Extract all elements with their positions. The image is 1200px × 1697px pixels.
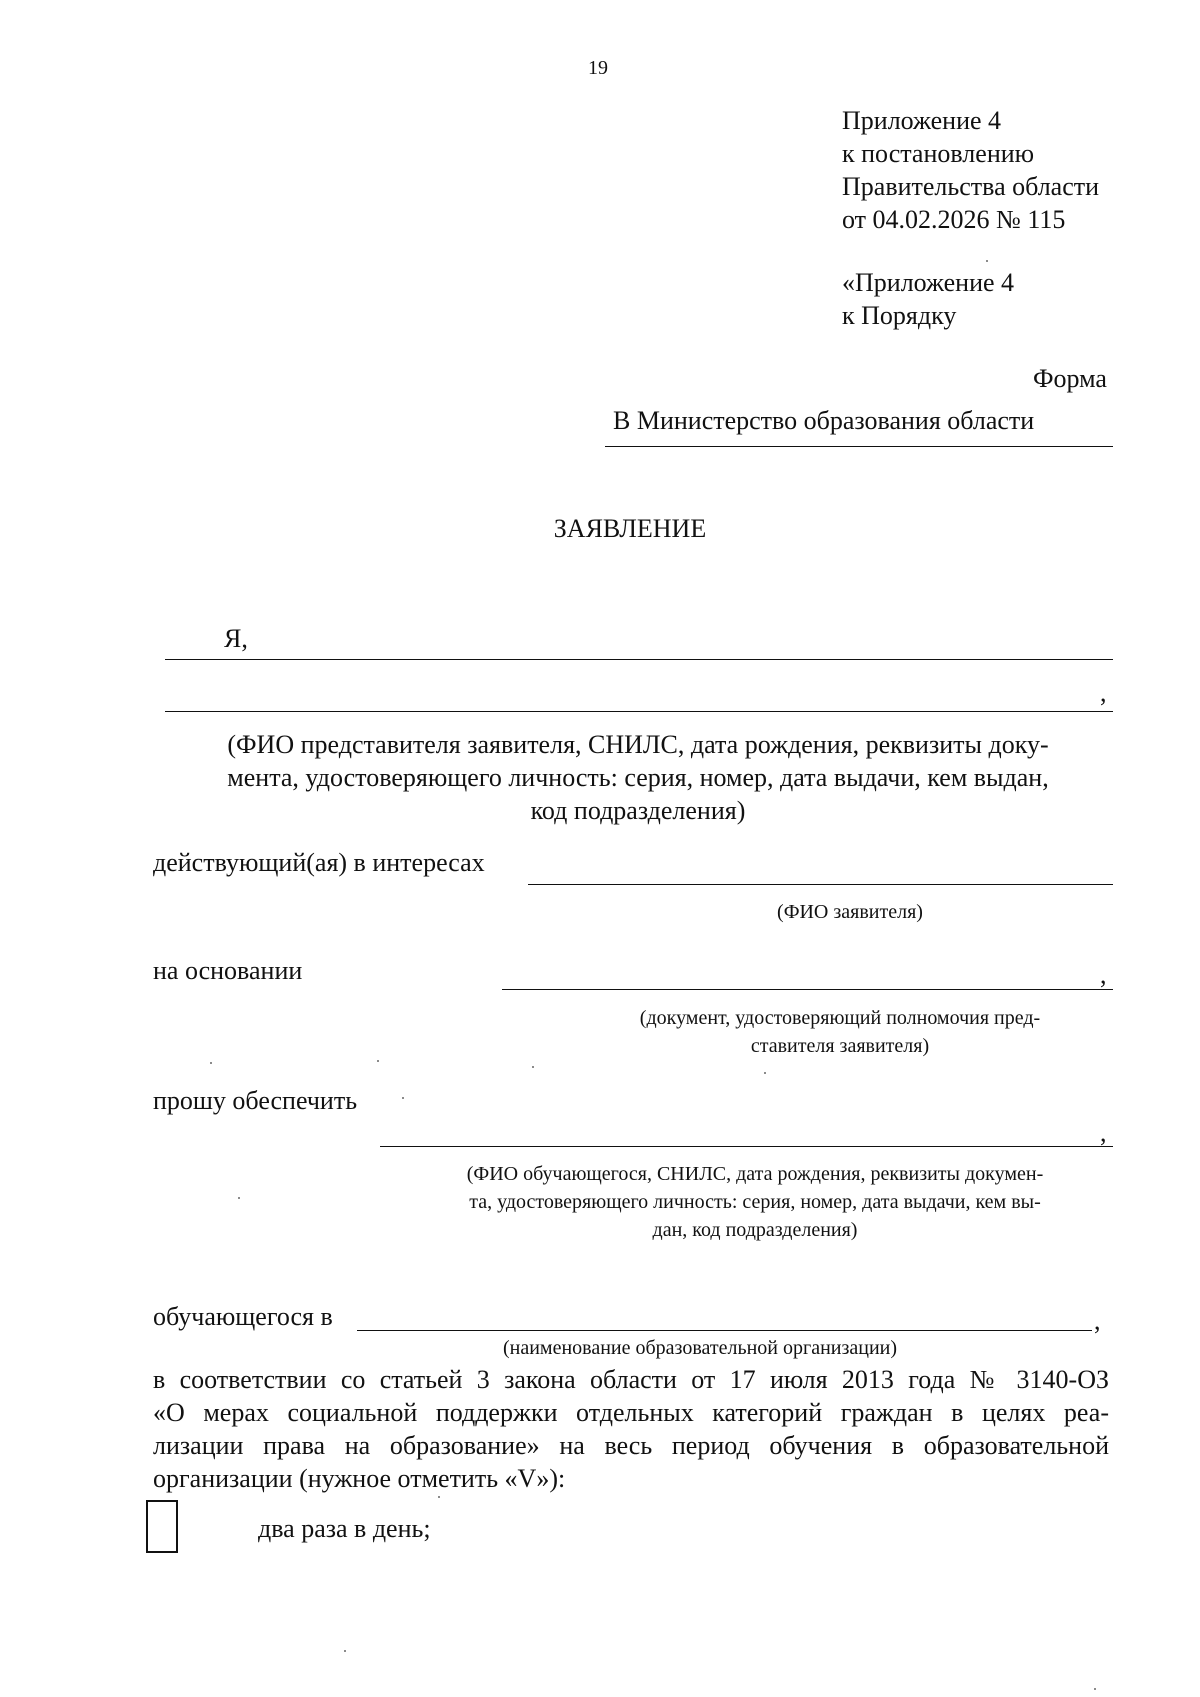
request-line[interactable] [380, 1146, 1113, 1147]
quoted-attachment-line: «Приложение 4 [842, 268, 1015, 297]
request-caption-line: (ФИО обучающегося, СНИЛС, дата рождения, реквизиты докумен- [466, 1163, 1044, 1185]
page-number: 19 [588, 57, 608, 79]
legal-basis-line: организации (нужное отметить «V»): [153, 1464, 566, 1493]
studying-at-label: обучающегося в [153, 1302, 333, 1331]
addressee: В Министерство образования области [613, 406, 1035, 435]
form-label: Форма [1033, 364, 1107, 393]
acting-for-caption: (ФИО заявителя) [777, 901, 923, 923]
attachment-header-line: Правительства области [842, 172, 1100, 201]
attachment-header-line: к постановлению [842, 139, 1035, 168]
quoted-attachment-line: к Порядку [842, 301, 957, 330]
applicant-line-2[interactable] [165, 711, 1113, 712]
option-checkbox[interactable] [146, 1500, 178, 1553]
applicant-comma: , [1100, 678, 1107, 707]
legal-basis-line: «О мерах социальной поддержки отдельных категорий граждан в целях реа- [153, 1398, 1109, 1427]
studying-at-caption: (наименование образовательной организации) [502, 1337, 898, 1359]
studying-at-comma: , [1094, 1306, 1101, 1335]
request-comma: , [1100, 1118, 1107, 1147]
legal-basis-line: в соответствии со статьей 3 закона области от 17 июля 2013 года № 3140-ОЗ [153, 1365, 1109, 1394]
applicant-caption-line: (ФИО представителя заявителя, СНИЛС, дата рождения, реквизиты доку- [227, 730, 1049, 759]
addressee-underline [605, 446, 1113, 447]
basis-caption [560, 1004, 1120, 1060]
request-caption-line: та, удостоверяющего личность: серия, номер, дата выдачи, кем вы- [469, 1191, 1041, 1213]
studying-at-line[interactable] [357, 1330, 1092, 1331]
applicant-caption-line: мента, удостоверяющего личность: серия, номер, дата выдачи, кем выдан, [227, 763, 1049, 792]
request-caption-line: дан, код подразделения) [652, 1219, 858, 1241]
basis-line[interactable] [502, 989, 1113, 990]
basis-label: на основании [153, 956, 303, 985]
request-label: прошу обеспечить [153, 1086, 358, 1115]
request-caption [394, 1160, 1116, 1244]
document-title: ЗАЯВЛЕНИЕ [553, 514, 707, 543]
applicant-line-1[interactable] [165, 659, 1113, 660]
applicant-caption [160, 728, 1116, 827]
basis-comma: , [1100, 960, 1107, 989]
quoted-attachment [842, 266, 1014, 332]
acting-for-line[interactable] [528, 884, 1113, 885]
applicant-caption-line: код подразделения) [530, 796, 746, 825]
basis-caption-line: ставителя заявителя) [750, 1035, 930, 1057]
attachment-header [842, 104, 1099, 236]
attachment-header-line: от 04.02.2026 № 115 [842, 205, 1066, 234]
applicant-prefix: Я, [224, 624, 248, 653]
basis-caption-line: (документ, удостоверяющий полномочия пред- [639, 1007, 1041, 1029]
acting-for-label: действующий(ая) в интересах [153, 848, 485, 877]
legal-basis-paragraph [153, 1363, 1109, 1495]
legal-basis-line: лизации права на образование» на весь период обучения в образовательной [153, 1431, 1109, 1460]
option-label: два раза в день; [258, 1514, 431, 1543]
attachment-header-line: Приложение 4 [842, 106, 1002, 135]
